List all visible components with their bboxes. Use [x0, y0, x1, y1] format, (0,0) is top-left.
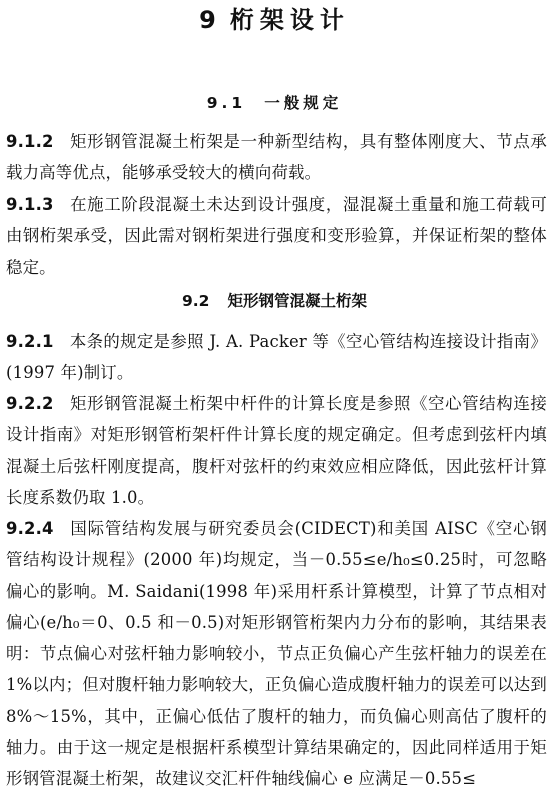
clause-9-2-4: [6, 513, 547, 795]
clause-text: 矩形钢管混凝土桁架中杆件的计算长度是参照《空心管结构连接设计指南》对矩形钢管桁架杆件计算长度的规定确定。但考虑到弦杆内填混凝土后弦杆刚度提高，腹杆对弦杆的约束效应相应降低，因此弦杆计算长度系数仍取 1.0。: [6, 394, 547, 507]
clause-text: 本条的规定是参照 J. A. Packer 等《空心管结构连接设计指南》(1997 年)制订。: [6, 332, 547, 383]
section-number: 9.2: [182, 292, 210, 310]
section-title-text: 一般规定: [264, 94, 343, 112]
clause-9-2-2: [6, 388, 547, 513]
clause-text: 在施工阶段混凝土未达到设计强度，湿混凝土重量和施工荷载可由钢桁架承受，因此需对钢桁架进行强度和变形验算，并保证桁架的整体稳定。: [6, 195, 547, 277]
section-heading-9-2: [0, 289, 549, 313]
section-heading-9-1: [0, 91, 549, 115]
clause-text: 矩形钢管混凝土桁架是一种新型结构，具有整体刚度大、节点承载力高等优点，能够承受较大的横向荷载。: [6, 132, 547, 183]
clause-9-2-1: [6, 326, 547, 389]
section-title-text: 矩形钢管混凝土桁架: [227, 292, 367, 310]
clause-number: 9.2.2: [6, 394, 54, 413]
section-number: 9.1: [206, 94, 247, 112]
clause-9-1-3: [6, 189, 547, 283]
chapter-number: 9: [199, 6, 216, 34]
clause-number: 9.1.2: [6, 132, 54, 151]
clause-number: 9.2.1: [6, 332, 54, 351]
clause-number: 9.1.3: [6, 195, 54, 214]
chapter-title: [0, 4, 549, 36]
chapter-title-text: 桁架设计: [229, 6, 350, 34]
clause-text: 国际管结构发展与研究委员会(CIDECT)和美国 AISC《空心钢管结构设计规程》(2000 年)均规定，当－0.55≤e/h₀≤0.25时，可忽略偏心的影响。M. Saidani(1998 年)采用杆系计算模型，计算了节点相对偏心(e/h₀＝0、0.5 和－0.5)对矩形钢管桁架内力分布的影响，其结果表明：节点偏心对弦杆轴力影响较小，节点正负偏心产生弦杆轴力的误差在 1%以内；但对腹杆轴力影响较大，正负偏心造成腹杆轴力的误差可以达到 8%～15%，其中，正偏心低估了腹杆的轴力，而负偏心则高估了腹杆的轴力。由于这一规定是根据杆系模型计算结果确定的，因此同样适用于矩形钢管混凝土桁架，故建议交汇杆件轴线偏心 e 应满足－0.55≤: [6, 519, 547, 789]
clause-9-1-2: [6, 126, 547, 189]
clause-number: 9.2.4: [6, 519, 54, 538]
